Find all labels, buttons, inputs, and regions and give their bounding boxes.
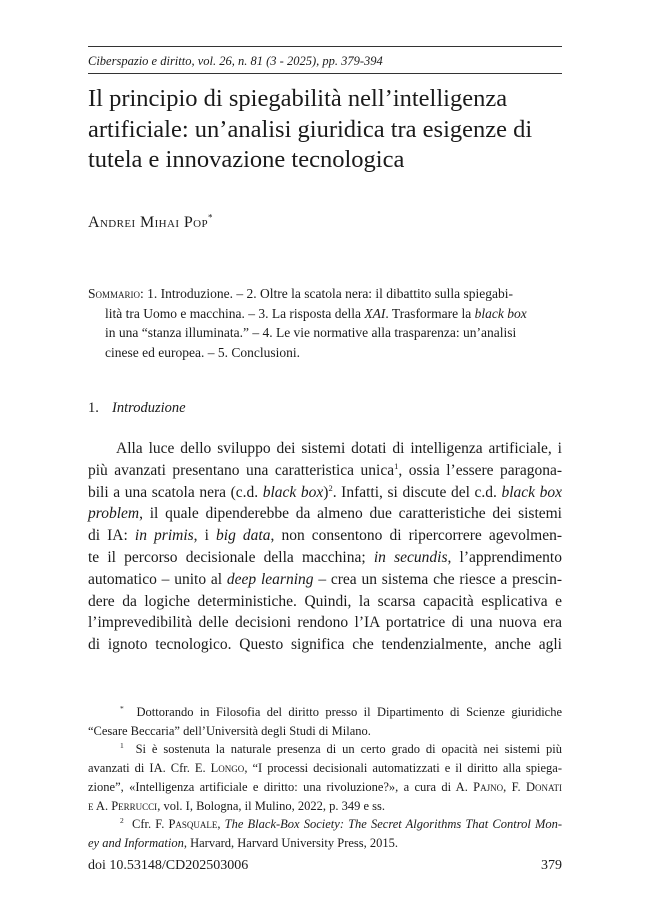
article-title: [88, 84, 568, 176]
body-line: di ignoto tecnologico. Questo significa che tendenzialmente, anche agli: [88, 636, 562, 654]
header-top-rule: [88, 46, 562, 47]
footnote-line: e A. Perrucci, vol. I, Bologna, il Mulino, 2022, p. 349 e ss.: [88, 798, 385, 813]
body-paragraph: [88, 438, 562, 656]
summary-block: [88, 284, 562, 362]
summary-line: cinese ed europea. – 5. Conclusioni.: [105, 344, 300, 360]
footnote-line: * Dottorando in Filosofia del diritto presso il Dipartimento di Scienze giuridiche: [120, 703, 563, 719]
summary-line: Sommario: 1. Introduzione. – 2. Oltre la scatola nera: il dibattito sulla spiegabi-: [88, 286, 514, 301]
footnote-line: avanzati di IA. Cfr. E. Longo, “I processi decisionali automatizzati e il diritto alla spiega-: [88, 761, 562, 776]
body-line: automatico – unito al deep learning – crea un sistema che riesce a prescin-: [88, 570, 562, 588]
footnote-line: zione”, «Intelligenza artificiale e diritto: una rivoluzione?», a cura di A. Pajno, F. Donati: [88, 779, 563, 794]
footnote-mark: *: [120, 703, 124, 713]
footnote-line: “Cesare Beccaria” dell’Università degli Studi di Milano.: [88, 723, 371, 738]
body-line: bili a una scatola nera (c.d. black box)$^2$. Infatti, si discute del c.d. black box: [88, 482, 562, 501]
page-number: 379: [541, 858, 562, 873]
title-line: artificiale: un’analisi giuridica tra esigenze di: [88, 115, 533, 143]
body-line: più avanzati presentano una caratteristica unica$^1$, ossia l’essere paragona-: [88, 460, 563, 479]
footnote-mark: 2: [120, 816, 124, 826]
body-line: l’imprevedibilità delle decisioni rendono l’IA portatrice di una nuova era: [88, 614, 562, 632]
title-line: tutela e innovazione tecnologica: [88, 146, 405, 173]
footnote-line: $^1$ Si è sostenuta la naturale presenza di un certo grado di opacità nei sistemi più: [120, 741, 562, 757]
body-line: te il percorso decisionale della macchina; in secundis, l’apprendimento: [88, 548, 562, 566]
page-footer: [88, 858, 562, 874]
body-line: di IA: in primis, i big data, non consentono di ripercorrere agevolmen-: [88, 527, 562, 545]
footnote-line: ey and Information, Harvard, Harvard University Press, 2015.: [88, 835, 399, 850]
section-title: Introduzione: [112, 400, 186, 416]
header-bottom-rule: [88, 73, 562, 74]
title-line: Il principio di spiegabilità nell’intelligenza: [88, 85, 508, 112]
section-heading: [88, 400, 186, 417]
footnote-ref[interactable]: 2: [328, 482, 333, 493]
body-line: dere da logiche deterministiche. Quindi, la scarsa capacità esplicativa e: [88, 592, 562, 610]
author-name: Andrei Mihai Pop*: [88, 212, 213, 231]
summary-label: Sommario: [88, 286, 141, 301]
summary-line: lità tra Uomo e macchina. – 3. La risposta della XAI. Trasformare la black box: [105, 305, 527, 321]
section-number: 1.: [88, 400, 99, 416]
journal-citation: Ciberspazio e diritto, vol. 26, n. 81 (3 - 2025), pp. 379-394: [88, 54, 383, 68]
doi[interactable]: doi 10.53148/CD202503006: [88, 858, 249, 873]
author-footnote-mark: *: [208, 212, 213, 223]
footnote-line: $^2$ Cfr. F. Pasquale, The Black-Box Society: The Secret Algorithms That Control Mon-: [120, 816, 563, 832]
body-line: Alla luce dello sviluppo dei sistemi dotati di intelligenza artificiale, i: [116, 440, 562, 457]
footnotes: [88, 703, 562, 853]
body-line: problem, il quale dipenderebbe da almeno due caratteristiche dei sistemi: [88, 505, 562, 523]
journal-header: [88, 53, 562, 69]
footnote-mark: 1: [120, 741, 124, 751]
footnote-ref[interactable]: 1: [394, 460, 399, 471]
summary-line: in una “stanza illuminata.” – 4. Le vie normative alla trasparenza: un’analisi: [105, 325, 517, 341]
